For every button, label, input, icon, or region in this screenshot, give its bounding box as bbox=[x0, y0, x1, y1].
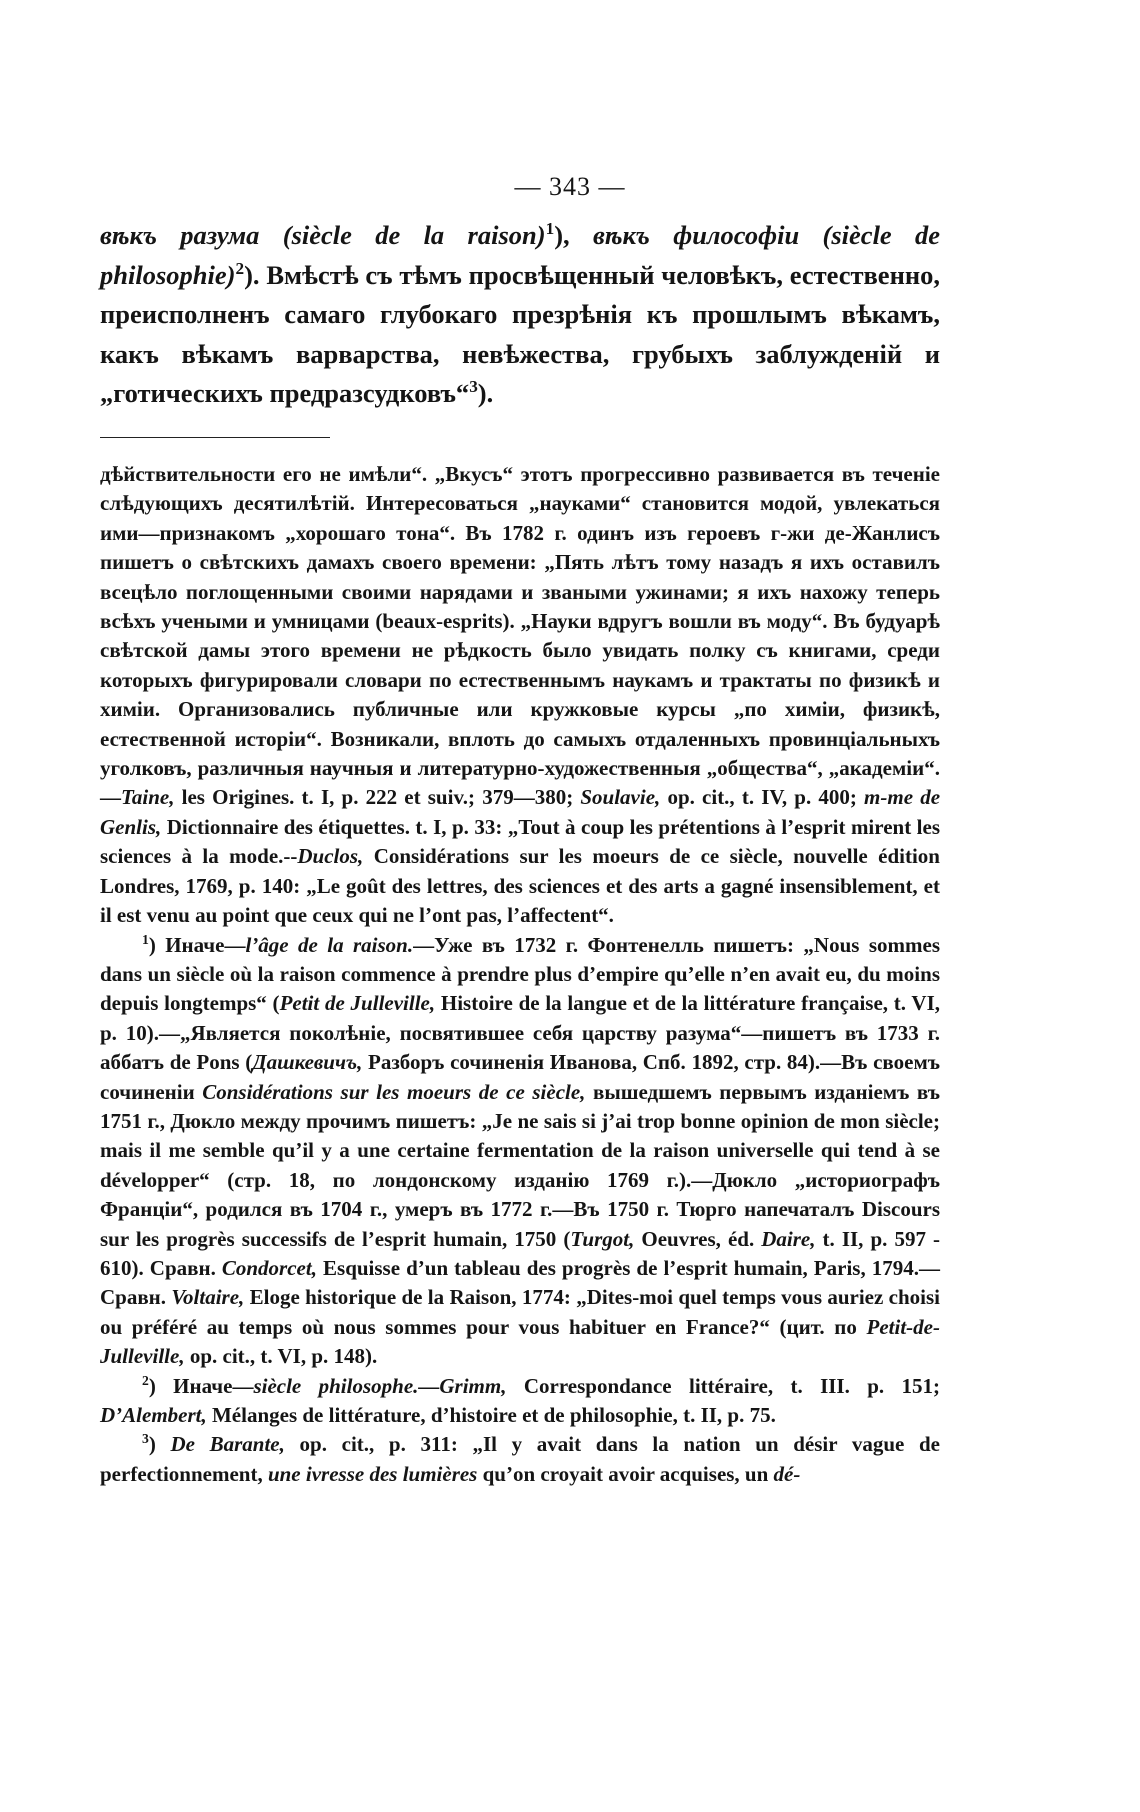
footnote-3 bbox=[100, 1430, 940, 1489]
fn2-d: D’Alembert, bbox=[100, 1403, 207, 1427]
footnote-separator bbox=[100, 437, 330, 438]
main-text bbox=[100, 216, 940, 414]
footnote-continuation bbox=[100, 460, 940, 931]
fn3-c: op. cit., p. 311: „Il y avait dans la nation un désir vague de perfectionnement, bbox=[100, 1432, 941, 1486]
fn-cont-e: op. cit., t. IV, p. 400; bbox=[660, 785, 865, 810]
fn1-a: ) Иначе— bbox=[148, 932, 246, 957]
fn-cont-author-taine: Taine, bbox=[121, 785, 175, 810]
main-body: ). Вмѣстѣ съ тѣмъ просвѣщенный человѣкъ, естественно, преисполненъ самаго глубокаго презрѣнія къ прошлымъ вѣкамъ, какъ вѣкамъ варварства, невѣжества, грубыхъ заблужденій и „готическихъ предразсудковъ“ bbox=[100, 259, 940, 408]
fn1-q: Eloge historique de la Raison, 1774: „Dites-moi quel temps vous auriez choisi ou préféré au temps où nous sommes pour vous habituer en France?“ (цит. по bbox=[100, 1285, 940, 1339]
fn1-e: Histoire de la langue et de la littérature française, t. VI, p. 10).—„Является поколѣніе, посвятившее себя царству разума“—пишетъ въ 1733 г. аббатъ de Pons ( bbox=[100, 991, 940, 1075]
fn-cont-author-genlis: m-me de Genlis, bbox=[100, 785, 941, 839]
main-italic-1: вѣкъ разума bbox=[100, 220, 260, 250]
fn1-g: Разборъ сочиненія Иванова, Спб. 1892, стр. 84).—Въ своемъ сочиненіи bbox=[100, 1050, 940, 1104]
main-italic-2: вѣкъ философіи bbox=[592, 220, 800, 250]
fn1-d: Petit de Julleville, bbox=[279, 991, 436, 1016]
fn2-c: Correspondance littéraire, t. III. p. 151; bbox=[506, 1373, 940, 1398]
fn1-j: Turgot, bbox=[570, 1226, 635, 1251]
fn3-f: dé- bbox=[773, 1461, 801, 1486]
page-number: — 343 — bbox=[514, 172, 626, 201]
fn-cont-i: Considérations sur les moeurs de ce siècle, nouvelle édition Londres, 1769, p. 140: „Le goût des lettres, des sciences et des arts a gagné insensiblement, et il est venu au point que ceux qui ne l’ont pas, l’affectent“. bbox=[100, 844, 940, 928]
fn1-b: l’âge de la raison. bbox=[245, 932, 414, 957]
footnote-ref-1: 1 bbox=[545, 219, 555, 239]
fn1-s: op. cit., t. VI, p. 148). bbox=[184, 1344, 378, 1369]
fn1-l: Daire, bbox=[761, 1226, 816, 1251]
fn1-m: t. II, p. 597 - 610). Сравн. bbox=[100, 1226, 940, 1280]
fn1-h: Considérations sur les moeurs de ce siècle, bbox=[202, 1079, 586, 1104]
fn3-number: 3 bbox=[142, 1431, 149, 1447]
footnote-2 bbox=[100, 1372, 940, 1431]
main-sep: ), bbox=[554, 220, 570, 250]
fn2-a: ) Иначе— bbox=[148, 1373, 254, 1398]
footnote-ref-2: 2 bbox=[235, 258, 245, 278]
fn1-number: 1 bbox=[142, 931, 149, 947]
fn-cont-c: les Origines. t. I, p. 222 et suiv.; 379—380; bbox=[174, 785, 581, 810]
main-french-1: (siècle de la raison) bbox=[282, 220, 546, 250]
fn2-b: siècle philosophe.—Grimm, bbox=[253, 1373, 507, 1398]
fn-cont-author-soulavie: Soulavie, bbox=[580, 785, 661, 810]
fn1-p: Voltaire, bbox=[171, 1285, 245, 1310]
footnotes bbox=[100, 460, 940, 1489]
fn2-e: Mélanges de littérature, d’histoire et de philosophie, t. II, p. 75. bbox=[206, 1403, 776, 1427]
fn-cont-author-duclos: Duclos, bbox=[297, 844, 364, 869]
fn2-number: 2 bbox=[142, 1372, 149, 1388]
footnote-ref-3: 3 bbox=[469, 377, 478, 397]
fn3-d: une ivresse des lumières bbox=[267, 1461, 478, 1486]
footnote-1 bbox=[100, 931, 940, 1372]
fn1-k: Oeuvres, éd. bbox=[634, 1226, 762, 1251]
fn3-a: ) bbox=[148, 1432, 171, 1457]
main-french-2: (siècle de philosophie) bbox=[100, 220, 941, 290]
fn1-i: вышедшемъ первымъ изданіемъ въ 1751 г., Дюкло между прочимъ пишетъ: „Je ne sais si j’ai trop bonne opinion de mon siècle; mais il me semble qu’il y a une certaine fermentation de la raison universelle qui tend à se développer“ (стр. 18, по лондонскому изданію 1769 г.).—Дюкло „историографъ Франціи“, родился въ 1704 г., умеръ въ 1772 г.—Въ 1750 г. Тюрго напечаталъ Discours sur les progrès successifs de l’esprit humain, 1750 ( bbox=[100, 1079, 940, 1251]
fn1-c: —Уже въ 1732 г. Фонтенелль пишетъ: „Nous sommes dans un siècle où la raison commence à prendre plus d’empire qu’elle n’en avait eu, du moins depuis longtemps“ ( bbox=[100, 932, 940, 1016]
fn-cont-a: дѣйствительности его не имѣли“. „Вкусъ“ этотъ прогрессивно развивается въ теченіе слѣдующихъ десятилѣтій. Интересоваться „науками“ становится модой, увлекаться ими—признакомъ „хорошаго тона“. Въ 1782 г. одинъ изъ героевъ г-жи де-Жанлисъ пишетъ о свѣтскихъ дамахъ своего времени: „Пять лѣтъ тому назадъ я ихъ оставилъ всецѣло поглощенными своими нарядами и зваными ужинами; я ихъ нахожу теперь всѣхъ учеными и умницами (beaux-esprits). „Науки вдругъ вошли въ моду“. Въ будуарѣ свѣтской дамы этого времени не рѣдкость было увидать полку съ книгами, среди которыхъ фигурировали словари по естественнымъ наукамъ и трактаты по физикѣ и химіи. Организовались публичные или кружковые курсы „по химіи, физикѣ, естественной исторіи“. Возникали, вплоть до самыхъ отдаленныхъ провинціальныхъ уголковъ, различныя научныя и литературно-художественныя „общества“, „академіи“.— bbox=[100, 462, 940, 810]
fn1-n: Condorcet, bbox=[221, 1255, 317, 1280]
fn1-r: Petit-de-Julleville, bbox=[100, 1314, 940, 1369]
fn-cont-g: Dictionnaire des étiquettes. t. I, p. 33: „Tout à coup les prétentions à l’esprit mirent les sciences à la mode.-- bbox=[100, 814, 940, 869]
fn1-o: Esquisse d’un tableau des progrès de l’esprit humain, Paris, 1794.—Сравн. bbox=[100, 1255, 940, 1310]
fn3-b: De Barante, bbox=[170, 1432, 285, 1457]
fn1-f: Дашкевичъ, bbox=[252, 1050, 363, 1075]
fn3-e: qu’on croyait avoir acquises, un bbox=[477, 1461, 774, 1486]
main-end: ). bbox=[477, 378, 494, 408]
